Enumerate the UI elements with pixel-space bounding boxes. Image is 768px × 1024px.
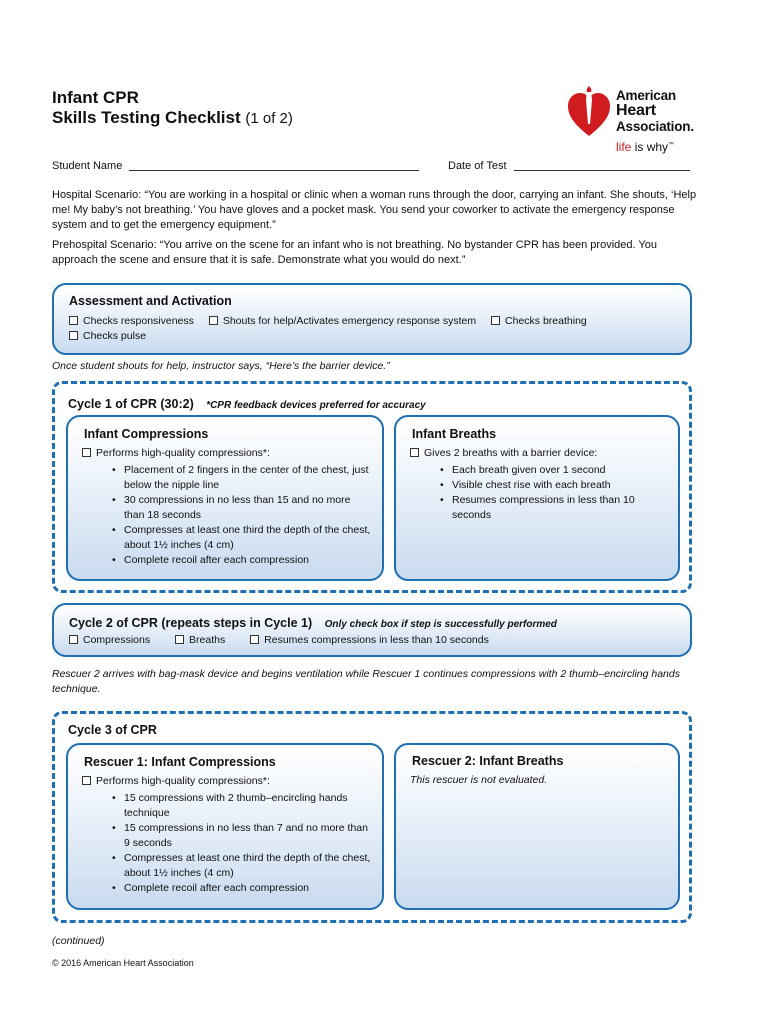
list-item: • Each breath given over 1 second xyxy=(434,463,636,478)
list-item: • Complete recoil after each compression xyxy=(106,553,373,568)
breaths-criteria-list xyxy=(396,463,636,523)
date-of-test-line[interactable] xyxy=(514,170,690,171)
logo-tagline xyxy=(616,140,674,154)
checkbox-gives-2-breaths[interactable]: Gives 2 breaths with a barrier device: xyxy=(410,446,597,461)
assessment-title: Assessment and Activation xyxy=(69,294,232,308)
logo-word-3: Association. xyxy=(616,119,694,134)
cycle-2-header xyxy=(69,614,557,632)
heart-torch-icon xyxy=(566,86,612,140)
list-item: • 15 compressions in no less than 7 and no more than 9 seconds xyxy=(106,821,373,851)
checkbox-resumes-compressions[interactable]: Resumes compressions in less than 10 seconds xyxy=(250,634,489,646)
cycle-3-title: Cycle 3 of CPR xyxy=(68,723,157,737)
logo-word-2: Heart xyxy=(616,102,656,119)
rescuer-1-criteria-list xyxy=(68,791,373,896)
checkbox-checks-responsiveness[interactable]: Checks responsiveness xyxy=(69,315,194,327)
cycle-1-section xyxy=(52,381,692,593)
instruction-rescuer-2: Rescuer 2 arrives with bag-mask device and begins ventilation while Rescuer 1 continues compressions with 2 thumb–encircling hands technique. xyxy=(52,668,680,695)
instruction-barrier-device: Once student shouts for help, instructor says, “Here’s the barrier device.” xyxy=(52,360,390,372)
checkbox-checks-breathing[interactable]: Checks breathing xyxy=(491,315,587,327)
date-of-test-label: Date of Test xyxy=(448,160,507,172)
cycle-3-section xyxy=(52,711,692,923)
tagline-rest: is why xyxy=(634,140,669,154)
rescuer-2-note: This rescuer is not evaluated. xyxy=(410,774,548,786)
cycle-2-checklist xyxy=(69,633,489,648)
compressions-title: Infant Compressions xyxy=(84,427,209,441)
cycle-2-box xyxy=(52,603,692,657)
breaths-title: Infant Breaths xyxy=(412,427,497,441)
title-line-1: Infant CPR xyxy=(52,88,139,107)
checkbox-checks-pulse[interactable]: Checks pulse xyxy=(69,329,146,344)
list-item: • Resumes compressions in less than 10 seconds xyxy=(434,493,636,523)
cycle-2-note: Only check box if step is successfully performed xyxy=(324,619,557,630)
student-name-label: Student Name xyxy=(52,160,123,172)
aha-logo xyxy=(566,86,706,156)
prehospital-scenario: Prehospital Scenario: “You arrive on the scene for an infant who is not breathing. No bystander CPR has been provided. You approach the scene and ensure that it is safe. Demonstrate what you would do next.” xyxy=(52,239,657,266)
assessment-box xyxy=(52,283,692,355)
title-main: Skills Testing Checklist xyxy=(52,108,241,127)
checkbox-compressions[interactable]: Compressions xyxy=(69,634,150,646)
checkbox-breaths[interactable]: Breaths xyxy=(175,634,225,646)
checkbox-high-quality-compressions[interactable]: Performs high-quality compressions*: xyxy=(82,446,270,461)
list-item: • 30 compressions in no less than 15 and no more than 18 seconds xyxy=(106,493,373,523)
title-page-indicator: (1 of 2) xyxy=(245,110,293,127)
rescuer-2-breaths-box xyxy=(394,743,680,910)
student-name-line[interactable] xyxy=(129,170,419,171)
checkbox-high-quality-compressions-2[interactable]: Performs high-quality compressions*: xyxy=(82,774,270,789)
list-item: • Visible chest rise with each breath xyxy=(434,478,636,493)
tagline-life: life xyxy=(616,140,632,154)
cycle-1-title: Cycle 1 of CPR (30:2) xyxy=(68,397,194,411)
compressions-criteria-list xyxy=(68,463,373,568)
continued-label: (continued) xyxy=(52,935,105,947)
list-item: • 15 compressions with 2 thumb–encircling hands technique xyxy=(106,791,373,821)
infant-breaths-box xyxy=(394,415,680,581)
infant-compressions-box xyxy=(66,415,384,581)
hospital-scenario: Hospital Scenario: “You are working in a hospital or clinic when a woman runs through the door, carrying an infant. She shouts, ‘Help me! My baby’s not breathing.’ You have gloves and a pocket mask. You send your coworker to activate the emergency response system and to get the emergency equipment.” xyxy=(52,189,697,231)
checkbox-shouts-for-help[interactable]: Shouts for help/Activates emergency response system xyxy=(209,315,476,327)
list-item: • Compresses at least one third the depth of the chest, about 1½ inches (4 cm) xyxy=(106,523,373,553)
list-item: • Complete recoil after each compression xyxy=(106,881,373,896)
list-item: • Placement of 2 fingers in the center of the chest, just below the nipple line xyxy=(106,463,373,493)
copyright: © 2016 American Heart Association xyxy=(52,958,194,968)
student-name-field[interactable] xyxy=(52,160,419,172)
date-of-test-field[interactable] xyxy=(448,160,690,172)
title-line-2 xyxy=(52,108,293,128)
rescuer-1-compressions-box xyxy=(66,743,384,910)
list-item: • Compresses at least one third the depth of the chest, about 1½ inches (4 cm) xyxy=(106,851,373,881)
logo-wordmark xyxy=(616,88,694,134)
rescuer-1-title: Rescuer 1: Infant Compressions xyxy=(84,755,276,769)
cycle-1-note: *CPR feedback devices preferred for accuracy xyxy=(206,400,426,411)
cycle-1-header xyxy=(68,395,426,413)
cycle-2-title: Cycle 2 of CPR (repeats steps in Cycle 1) xyxy=(69,616,313,630)
assessment-row-1 xyxy=(69,314,587,329)
logo-word-1: American xyxy=(616,88,676,103)
tagline-tm: ™ xyxy=(668,142,675,148)
rescuer-2-title: Rescuer 2: Infant Breaths xyxy=(412,754,564,768)
